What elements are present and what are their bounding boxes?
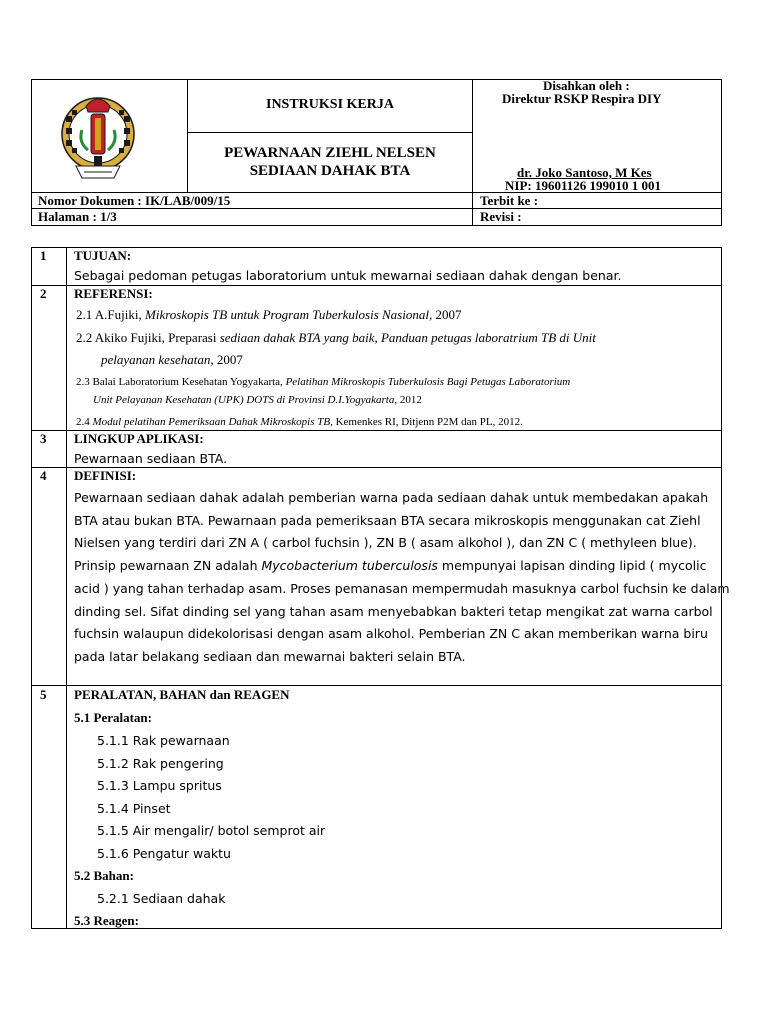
- reference-item: [76, 416, 523, 428]
- definition-line: pada latar belakang sediaan dan mewarnai bakteri selain BTA.: [74, 648, 466, 664]
- tool-item: 5.1.3 Lampu spritus: [97, 778, 222, 793]
- reference-prefix: 2.4: [76, 416, 93, 428]
- reference-title: Unit Pelayanan Kesehatan (UPK) DOTS di Provinsi D.I.Yogyakarta,: [93, 394, 398, 406]
- reference-prefix: 2.2 Akiko Fujiki, Preparasi: [76, 330, 220, 345]
- reference-year: 2007: [432, 307, 462, 322]
- document-title-line2: SEDIAAN DAHAK BTA: [249, 163, 411, 179]
- tool-item: 5.1.2 Rak pengering: [97, 756, 224, 771]
- section-number: 3: [40, 431, 47, 446]
- reference-prefix: 2.1 A.Fujiki,: [76, 307, 145, 322]
- approver-nip: NIP: 19601126 199010 1 001: [505, 178, 661, 193]
- reference-title: pelayanan kesehatan,: [101, 352, 214, 367]
- subsection-title: 5.2 Bahan:: [74, 868, 134, 883]
- definition-line: acid ) yang tahan terhadap asam. Proses pemanasan mempermudah masuknya carbol fuchsin ke dalam: [74, 580, 730, 596]
- section-text: Sebagai pedoman petugas laboratorium untuk mewarnai sediaan dahak dengan benar.: [74, 268, 622, 283]
- section-title: LINGKUP APLIKASI:: [74, 431, 204, 446]
- tool-item: 5.1.5 Air mengalir/ botol semprot air: [97, 823, 326, 838]
- definition-line: fuchsin walaupun didekolorisasi dengan asam alkohol. Pemberian ZN C akan memberikan warna biru: [74, 626, 708, 642]
- reference-item-cont: [101, 352, 243, 368]
- reference-title: Mikroskopis TB untuk Program Tuberkulosis Nasional,: [145, 307, 433, 322]
- definition-line: Pewarnaan sediaan dahak adalah pemberian warna pada sediaan dahak untuk membedakan apakah: [74, 490, 709, 505]
- issue-number: Terbit ke :: [480, 193, 539, 208]
- approver-title: Direktur RSKP Respira DIY: [502, 91, 662, 106]
- organism-name: Mycobacterium tuberculosis: [261, 558, 438, 574]
- reference-item: [76, 376, 570, 388]
- section-text: Pewarnaan sediaan BTA.: [74, 451, 228, 466]
- reference-prefix: 2.3 Balai Laboratorium Kesehatan Yogyakarta,: [76, 376, 286, 388]
- section-title: REFERENSI:: [74, 286, 153, 301]
- tool-item: 5.1.6 Pengatur waktu: [97, 846, 231, 861]
- section-number: 5: [40, 687, 47, 702]
- section-number: 1: [40, 248, 47, 263]
- definition-line: dinding sel. Sifat dinding sel yang tahan asam menyebabkan bakteri tetap mengikat zat warna carbol: [74, 603, 713, 619]
- reference-year: 2007: [213, 352, 243, 367]
- tool-item: 5.1.4 Pinset: [97, 801, 171, 816]
- reference-source: Kemenkes RI, Ditjenn P2M dan PL, 2012.: [332, 416, 523, 428]
- definition-line: Nielsen yang terdiri dari ZN A ( carbol fuchsin ), ZN B ( asam alkohol ), dan ZN C ( methyleen blue).: [74, 535, 697, 551]
- document-number: Nomor Dokumen : IK/LAB/009/15: [38, 193, 231, 208]
- yogyakarta-crest-icon: [58, 86, 138, 186]
- subsection-title: 5.1 Peralatan:: [74, 710, 152, 725]
- approver-name: dr. Joko Santoso, M Kes: [517, 165, 652, 180]
- definition-text: mempunyai lapisan dinding lipid ( mycolic: [437, 558, 707, 574]
- material-item: 5.2.1 Sediaan dahak: [97, 891, 226, 906]
- section-title: PERALATAN, BAHAN dan REAGEN: [74, 687, 290, 702]
- reference-year: 2012: [397, 394, 422, 406]
- tool-item: 5.1.1 Rak pewarnaan: [97, 733, 230, 748]
- section-number: 4: [40, 468, 47, 483]
- reference-item-cont: [93, 394, 422, 406]
- reference-item: [76, 330, 596, 346]
- section-number: 2: [40, 286, 47, 301]
- reference-title: Modul pelatihan Pemeriksaan Dahak Mikroskopis TB,: [92, 416, 333, 428]
- reference-title: sediaan dahak BTA yang baik, Panduan petugas laboratrium TB di Unit: [219, 330, 596, 345]
- definition-text: Prinsip pewarnaan ZN adalah: [74, 558, 262, 574]
- section-title: DEFINISI:: [74, 468, 137, 483]
- reference-item: [76, 307, 461, 323]
- revision-number: Revisi :: [480, 209, 522, 224]
- definition-paragraph: [74, 487, 730, 669]
- approved-by-label: Disahkan oleh :: [543, 78, 630, 93]
- page-number: Halaman : 1/3: [38, 209, 117, 224]
- document-type: INSTRUKSI KERJA: [266, 97, 394, 112]
- definition-line: BTA atau bukan BTA. Pewarnaan pada pemeriksaan BTA secara mikroskopis menggunakan cat Ziehl: [74, 512, 701, 528]
- reference-title: Pelatihan Mikroskopis Tuberkulosis Bagi Petugas Laboratorium: [285, 376, 571, 388]
- definition-line: [74, 555, 730, 578]
- subsection-title: 5.3 Reagen:: [74, 913, 139, 928]
- document-title-line1: PEWARNAAN ZIEHL NELSEN: [224, 145, 436, 161]
- section-title: TUJUAN:: [74, 248, 132, 263]
